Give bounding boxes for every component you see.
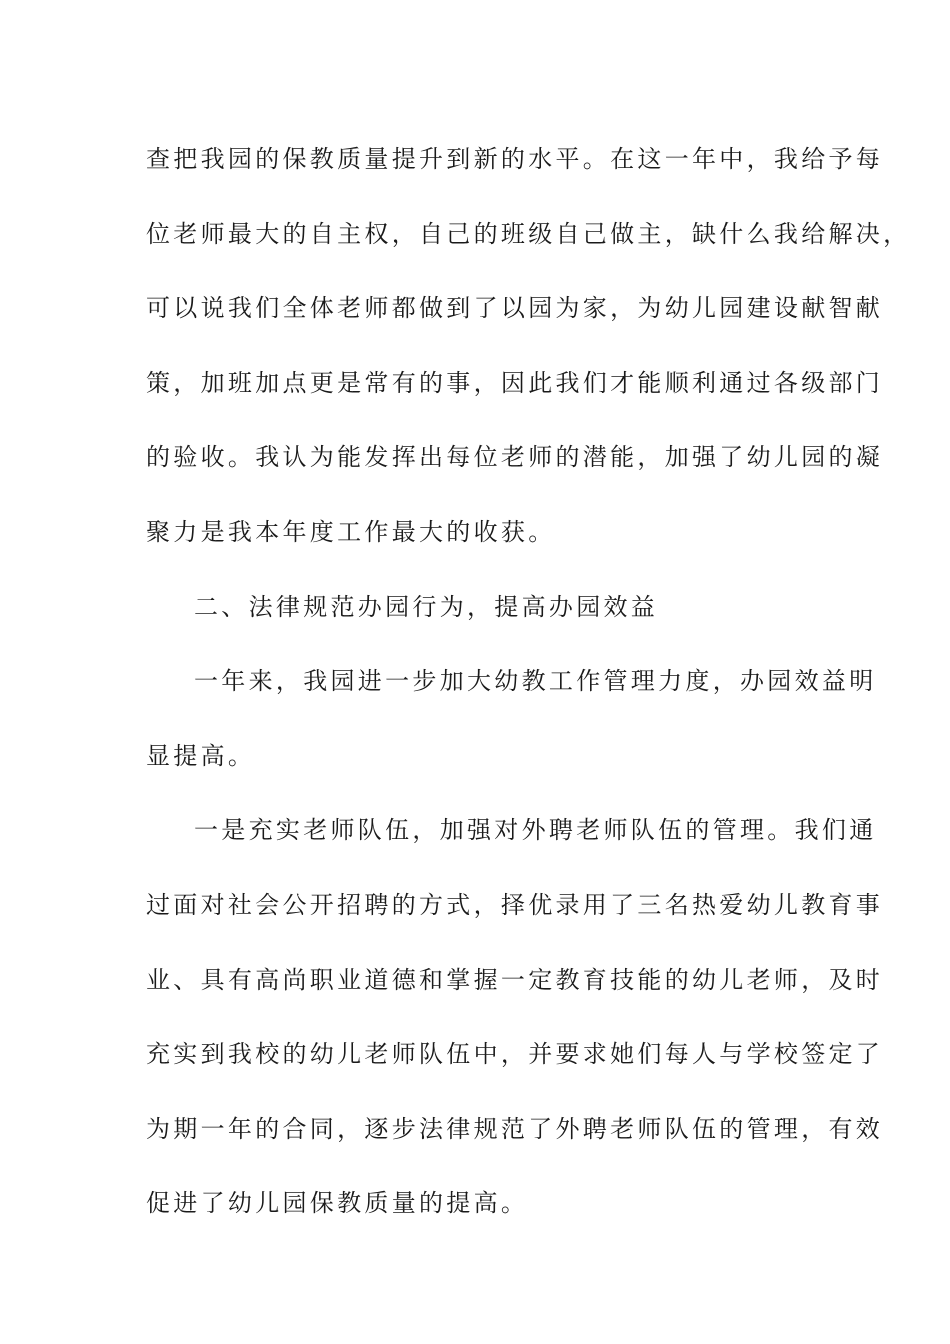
paragraph-line: 查把我园的保教质量提升到新的水平。在这一年中，我给予每 [146,145,884,173]
paragraph-line: 可以说我们全体老师都做到了以园为家，为幼儿园建设献智献 [146,294,884,323]
paragraph-line: 为期一年的合同，逐步法律规范了外聘老师队伍的管理，有效 [146,1114,884,1143]
paragraph-line: 策，加班加点更是常有的事，因此我们才能顺利通过各级部门 [146,368,884,397]
paragraph-line: 过面对社会公开招聘的方式，择优录用了三名热爱幼儿教育事 [146,890,884,919]
paragraph-line: 位老师最大的自主权，自己的班级自己做主，缺什么我给解决， [146,219,911,248]
document-body [146,122,911,1241]
paragraph-line: 一年来，我园进一步加大幼教工作管理力度，办园效益明 [194,667,877,696]
paragraph-line: 聚力是我本年度工作最大的收获。 [146,517,556,546]
paragraph-line: 业、具有高尚职业道德和掌握一定教育技能的幼儿老师，及时 [146,965,884,994]
paragraph-line: 的验收。我认为能发挥出每位老师的潜能，加强了幼儿园的凝 [146,443,884,472]
section-heading: 二、法律规范办园行为，提高办园效益 [194,592,659,621]
paragraph-line: 充实到我校的幼儿老师队伍中，并要求她们每人与学校签定了 [146,1040,884,1069]
paragraph-line: 促进了幼儿园保教质量的提高。 [146,1189,529,1218]
paragraph-line: 一是充实老师队伍，加强对外聘老师队伍的管理。我们通 [194,816,877,845]
paragraph-line: 显提高。 [146,741,256,770]
